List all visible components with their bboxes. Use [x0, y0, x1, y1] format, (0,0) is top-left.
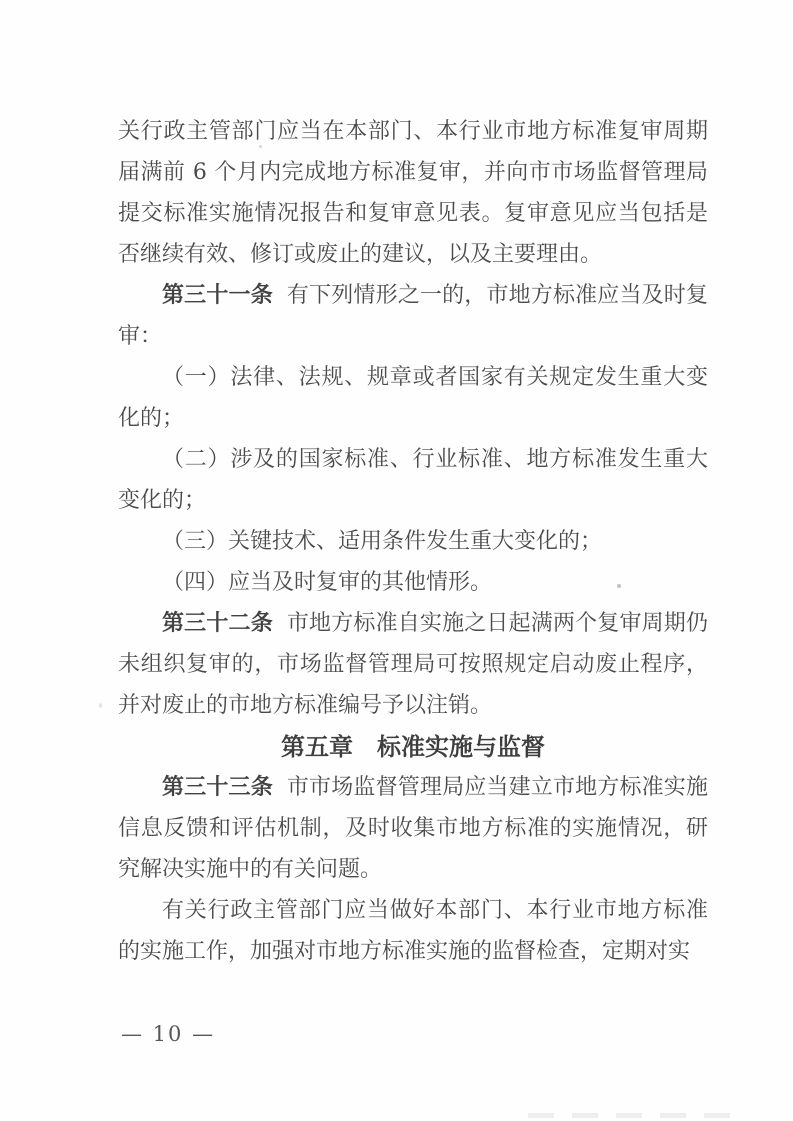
article-31: [118, 275, 708, 357]
article-32-term: 第三十二条: [162, 610, 273, 636]
article-31-term: 第三十一条: [162, 282, 273, 308]
scan-speckle-dot: [99, 703, 102, 708]
article-33: [118, 767, 708, 890]
article-33-term: 第三十三条: [162, 774, 273, 800]
article-32-text: 市地方标准自实施之日起满两个复审周期仍未组织复审的，市场监督管理局可按照规定启动废止程序，并对废止的市地方标准编号予以注销。: [118, 611, 708, 718]
list-item-3: （三）关键技术、适用条件发生重大变化的；: [162, 529, 603, 554]
paragraph-body: 有关行政主管部门应当做好本部门、本行业市地方标准的实施工作，加强对市地方标准实施的监督检查，定期对实: [118, 898, 708, 964]
chapter-heading: 第五章 标准实施与监督: [281, 732, 545, 761]
page-number: — 10 —: [121, 1022, 216, 1046]
list-item-4: （四）应当及时复审的其他情形。: [162, 570, 493, 595]
document-text-block: [118, 111, 708, 972]
article-33-text: 市市场监督管理局应当建立市地方标准实施信息反馈和评估机制，及时收集市地方标准的实施情况，研究解决实施中的有关问题。: [118, 775, 708, 882]
article-31-text: 有下列情形之一的，市地方标准应当及时复审：: [118, 283, 708, 349]
paragraph-continuation: 关行政主管部门应当在本部门、本行业市地方标准复审周期届满前 6 个月内完成地方标准复审，并向市市场监督管理局提交标准实施情况报告和复审意见表。复审意见应当包括是否继续有效、修订或废止的建议，以及主要理由。: [118, 119, 708, 267]
list-item-2: （二）涉及的国家标准、行业标准、地方标准发生重大变化的；: [118, 447, 708, 513]
scan-speckle-dot: [259, 145, 262, 148]
scan-edge-artifact: [528, 1113, 748, 1118]
list-item-1: （一）法律、法规、规章或者国家有关规定发生重大变化的；: [118, 365, 708, 431]
article-32: [118, 603, 708, 726]
scan-speckle-dot: [617, 584, 621, 588]
